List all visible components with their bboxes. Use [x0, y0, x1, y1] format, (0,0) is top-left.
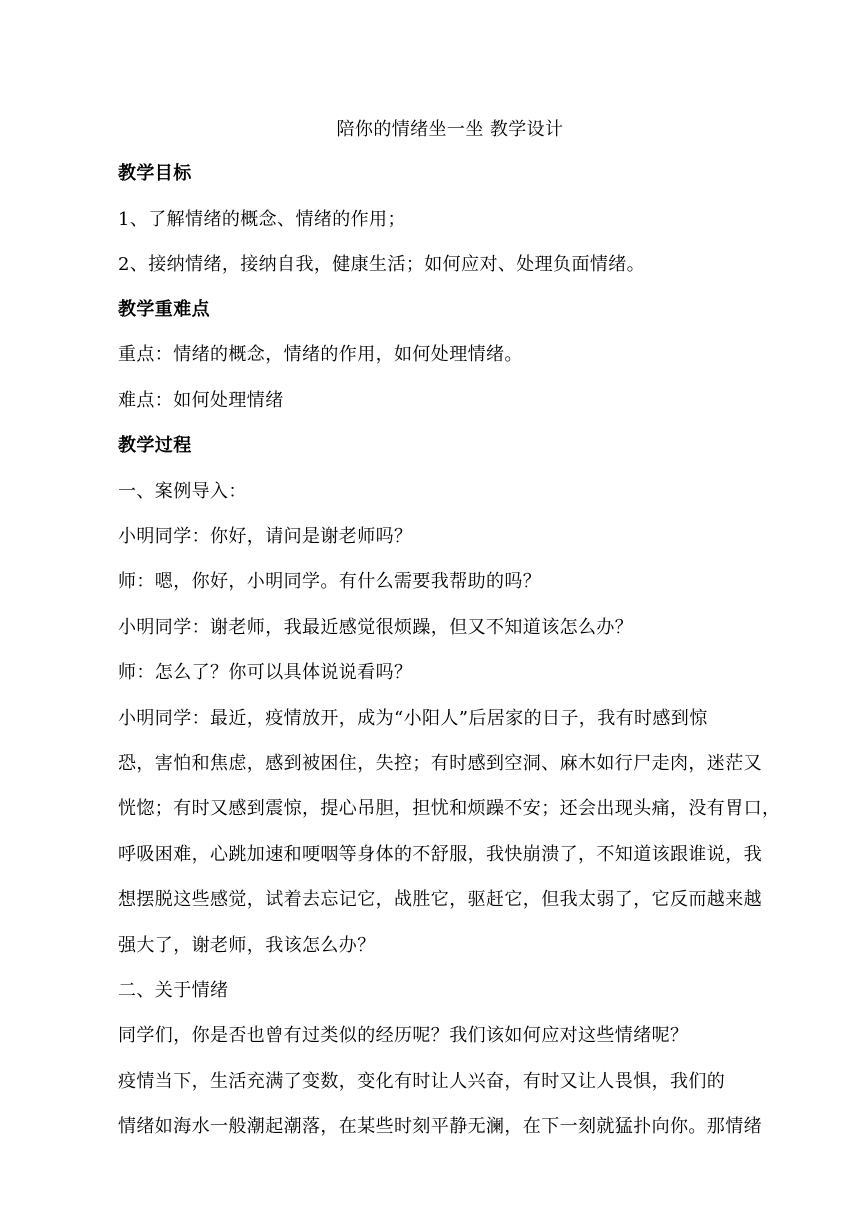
goal-item-2: 2、接纳情绪，接纳自我，健康生活；如何应对、处理负面情绪。 — [118, 254, 646, 275]
key-point: 重点：情绪的概念，情绪的作用，如何处理情绪。 — [118, 344, 523, 365]
goal-item-1: 1、了解情绪的概念、情绪的作用； — [118, 209, 406, 230]
section-about-emotions: 二、关于情绪 — [118, 980, 229, 1001]
dialogue-paragraph-line: 呼吸困难，心跳加速和哽咽等身体的不舒服，我快崩溃了，不知道该跟谁说，我 — [118, 844, 762, 865]
body-paragraph: 同学们，你是否也曾有过类似的经历呢？我们该如何应对这些情绪呢？ — [118, 1025, 689, 1046]
dialogue-line: 小明同学：你好，请问是谢老师吗？ — [118, 526, 413, 547]
body-paragraph-line: 疫情当下，生活充满了变数，变化有时让人兴奋，有时又让人畏惧，我们的 — [118, 1071, 726, 1092]
heading-process: 教学过程 — [118, 435, 192, 456]
dialogue-line: 师：怎么了？你可以具体说说看吗？ — [118, 662, 413, 683]
heading-key-points: 教学重难点 — [118, 299, 210, 320]
dialogue-line: 小明同学：谢老师，我最近感觉很烦躁，但又不知道该怎么办？ — [118, 617, 634, 638]
section-case-intro: 一、案例导入： — [118, 481, 247, 502]
difficult-point: 难点：如何处理情绪 — [118, 390, 284, 411]
dialogue-paragraph-line: 强大了，谢老师，我该怎么办？ — [118, 935, 376, 956]
body-paragraph-line: 情绪如海水一般潮起潮落，在某些时刻平静无澜，在下一刻就猛扑向你。那情绪 — [118, 1116, 762, 1137]
dialogue-paragraph-line: 恐，害怕和焦虑，感到被困住，失控；有时感到空洞、麻木如行尸走肉，迷茫又 — [118, 753, 762, 774]
dialogue-paragraph-line: 小明同学：最近，疫情放开，成为“小阳人”后居家的日子，我有时感到惊 — [118, 708, 708, 729]
dialogue-paragraph-line: 想摆脱这些感觉，试着去忘记它，战胜它，驱赶它，但我太弱了，它反而越来越 — [118, 889, 762, 910]
dialogue-paragraph-line: 恍惚；有时又感到震惊，提心吊胆，担忧和烦躁不安；还会出现头痛，没有胃口， — [118, 798, 781, 819]
dialogue-line: 师：嗯，你好，小明同学。有什么需要我帮助的吗？ — [118, 571, 542, 592]
document-title: 陪你的情绪坐一坐 教学设计 — [336, 119, 564, 140]
heading-goals: 教学目标 — [118, 163, 192, 184]
